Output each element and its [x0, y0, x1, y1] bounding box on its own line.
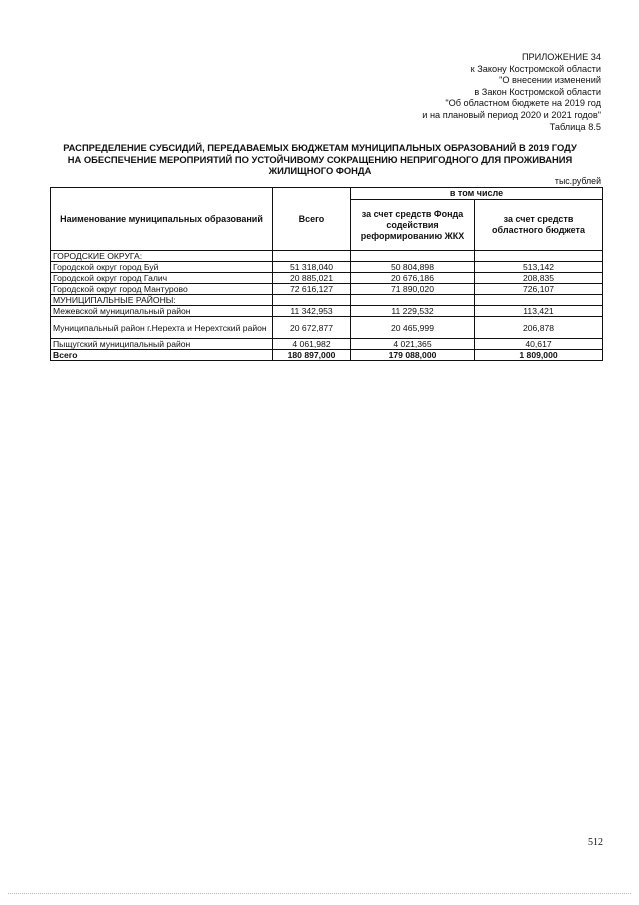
title-line: НА ОБЕСПЕЧЕНИЕ МЕРОПРИЯТИЙ ПО УСТОЙЧИВОМУ СОКРАЩЕНИЮ НЕПРИГОДНОГО ДЛЯ ПРОЖИВАНИЯ [67, 153, 573, 165]
cell-name: Пыщугский муниципальный район [51, 339, 273, 350]
cell-regional: 40,617 [475, 339, 603, 350]
total-sum: 180 897,000 [273, 350, 351, 361]
cell-fund: 50 804,898 [351, 262, 475, 273]
cell-fund: 71 890,020 [351, 284, 475, 295]
cell-name: Городской округ город Буй [51, 262, 273, 273]
cell-name: Муниципальный район г.Нерехта и Нерехтский район [51, 317, 273, 339]
cell-regional [475, 251, 603, 262]
table-row [51, 339, 603, 350]
appendix-line: и на плановый период 2020 и 2021 годов" [422, 109, 601, 120]
cell-name: ГОРОДСКИЕ ОКРУГА: [51, 251, 273, 262]
title-line: РАСПРЕДЕЛЕНИЕ СУБСИДИЙ, ПЕРЕДАВАЕМЫХ БЮДЖЕТАМ МУНИЦИПАЛЬНЫХ ОБРАЗОВАНИЙ В 2019 ГОДУ [63, 142, 577, 153]
header-name: Наименование муниципальных образований [51, 188, 273, 251]
cell-name: Городской округ город Галич [51, 273, 273, 284]
appendix-line: ПРИЛОЖЕНИЕ 34 [521, 52, 601, 62]
cell-regional: 513,142 [475, 262, 603, 273]
cell-total: 72 616,127 [273, 284, 351, 295]
page-number: 512 [588, 837, 603, 848]
table-row [51, 295, 603, 306]
appendix-line: к Закону Костромской области [470, 63, 601, 74]
cell-fund: 20 676,186 [351, 273, 475, 284]
total-fund: 179 088,000 [351, 350, 475, 361]
table-row [51, 262, 603, 273]
cell-total: 11 342,953 [273, 306, 351, 317]
cell-fund [351, 251, 475, 262]
cell-total [273, 251, 351, 262]
cell-regional: 208,835 [475, 273, 603, 284]
cell-total: 4 061,982 [273, 339, 351, 350]
cell-total: 51 318,040 [273, 262, 351, 273]
cell-regional [475, 295, 603, 306]
cell-name: МУНИЦИПАЛЬНЫЕ РАЙОНЫ: [51, 295, 273, 306]
cell-total: 20 885,021 [273, 273, 351, 284]
cell-total [273, 295, 351, 306]
cell-regional: 206,878 [475, 317, 603, 339]
page-bottom-divider [8, 893, 631, 894]
units-label: тыс.рублей [554, 176, 601, 186]
cell-fund: 4 021,365 [351, 339, 475, 350]
cell-total: 20 672,877 [273, 317, 351, 339]
cell-fund [351, 295, 475, 306]
header-fund: за счет средств Фонда содействия реформированию ЖКХ [351, 200, 475, 251]
cell-name: Городской округ город Мантурово [51, 284, 273, 295]
title-line: ЖИЛИЩНОГО ФОНДА [268, 165, 372, 177]
cell-fund: 11 229,532 [351, 306, 475, 317]
cell-regional: 113,421 [475, 306, 603, 317]
table-row [51, 306, 603, 317]
table-row [51, 317, 603, 339]
subsidy-table [50, 187, 603, 361]
appendix-line: "Об областном бюджете на 2019 год [445, 98, 601, 109]
header-regional: за счет средств областного бюджета [475, 200, 603, 251]
cell-name: Межевской муниципальный район [51, 306, 273, 317]
appendix-header [422, 52, 601, 133]
document-title [50, 142, 590, 177]
appendix-line: в Закон Костромской области [474, 86, 601, 97]
header-total: Всего [273, 188, 351, 251]
cell-regional: 726,107 [475, 284, 603, 295]
total-row [51, 350, 603, 361]
table-row [51, 284, 603, 295]
table-number: Таблица 8.5 [549, 121, 601, 132]
appendix-line: "О внесении изменений [499, 75, 601, 86]
table-row [51, 251, 603, 262]
cell-fund: 20 465,999 [351, 317, 475, 339]
total-regional: 1 809,000 [475, 350, 603, 361]
total-label: Всего [51, 350, 273, 361]
table-row [51, 273, 603, 284]
header-including: в том числе [351, 188, 603, 200]
